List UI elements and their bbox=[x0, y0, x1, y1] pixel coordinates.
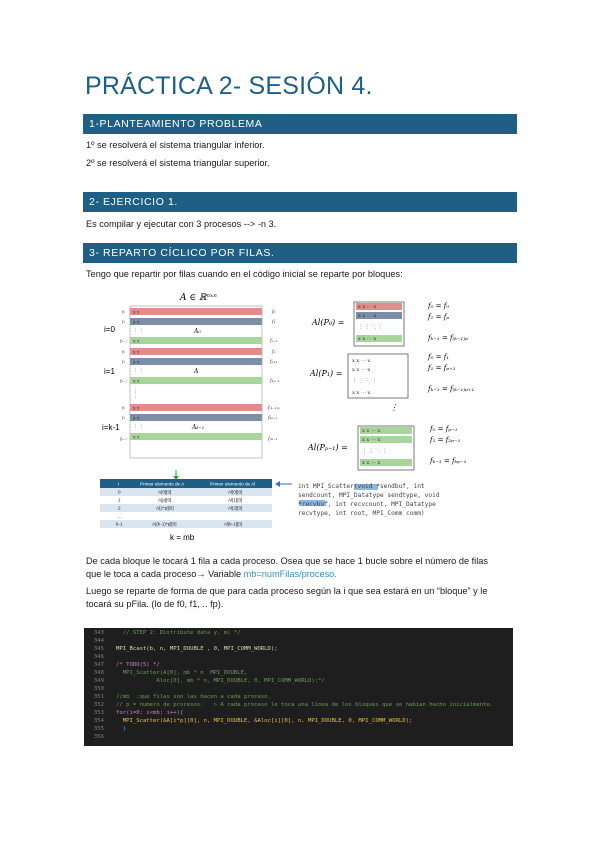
ap0-row-2: fₖ₋₁ = f₍ₖ₋₁₎ₚ bbox=[428, 334, 468, 342]
svg-text:f₁: f₁ bbox=[272, 320, 276, 325]
code-line: 346 bbox=[93, 654, 104, 660]
table-row-1-a: A[p][0] bbox=[158, 497, 172, 503]
table-row-2-al: Al[2][0] bbox=[228, 505, 243, 511]
svg-text:x x ⋯ x: x x ⋯ x bbox=[362, 437, 381, 443]
svg-text:x x: x x bbox=[133, 360, 140, 366]
code-line: 352 // p = numero de procesos. > A cada proceso le toca una linea de los bloques que se habian hecho inicialmente. bbox=[93, 702, 494, 708]
svg-text:fₚ₋₁: fₚ₋₁ bbox=[270, 339, 278, 344]
block-label-1: i=1 bbox=[104, 367, 115, 376]
block-label-0: i=0 bbox=[104, 325, 115, 334]
scatter-line-4: recvtype, int root, MPI_Comm comm) bbox=[298, 510, 425, 517]
svg-text:x x: x x bbox=[133, 406, 140, 412]
code-line: 354 MPI_Scatter(&A[i*p][0], n, MPI_DOUBLE, &Aloc[i][0], n, MPI_DOUBLE, 0, MPI_COMM_WORLD); bbox=[93, 718, 413, 724]
block-matrix-1: A bbox=[194, 368, 199, 375]
paragraph-2 bbox=[86, 585, 518, 610]
table-row-4-a: A[(k-1)*p][0] bbox=[152, 521, 177, 527]
distribution-figure bbox=[100, 288, 520, 543]
first-element-table bbox=[100, 479, 272, 528]
variable-mb: mb=numFilas/proceso. bbox=[243, 568, 337, 579]
svg-text:f₁: f₁ bbox=[122, 319, 126, 324]
ap1-row-0: f₀ = f₁ bbox=[428, 353, 450, 361]
section3-line-1: Tengo que repartir por filas cuando en el código inicial se reparte por bloques: bbox=[86, 269, 403, 279]
svg-text:f₀: f₀ bbox=[272, 310, 276, 315]
section1-line-2: 2º se resolverá el sistema triangular superior. bbox=[86, 158, 270, 168]
svg-text:x x: x x bbox=[133, 339, 140, 345]
svg-text:fₚ: fₚ bbox=[272, 350, 276, 355]
section2-line-1: Es compilar y ejecutar con 3 procesos --> -n 3. bbox=[86, 219, 277, 229]
svg-text:x x: x x bbox=[133, 310, 140, 316]
svg-text:x x: x x bbox=[133, 320, 140, 326]
svg-text:x x ⋯ x: x x ⋯ x bbox=[358, 304, 377, 310]
table-row-4-i: k-1 bbox=[116, 521, 123, 527]
svg-text:x x: x x bbox=[133, 435, 140, 441]
svg-text:fₖₚ₋₁: fₖₚ₋₁ bbox=[268, 416, 278, 421]
table-row-1-al: Al[1][0] bbox=[228, 497, 243, 503]
scatter-line-1: int MPI_Scatter(void *sendbuf, int bbox=[298, 483, 425, 490]
svg-text:f₂ₚ₋₁: f₂ₚ₋₁ bbox=[270, 379, 280, 384]
code-line: 350 bbox=[93, 686, 104, 692]
svg-text:f₍ₖ₋₁₎ₚ: f₍ₖ₋₁₎ₚ bbox=[268, 406, 280, 411]
svg-text:⋮: ⋮ bbox=[390, 403, 398, 412]
table-row-3-i: ... bbox=[118, 513, 122, 519]
section-heading-1: 1-PLANTEAMIENTO PROBLEMA bbox=[83, 114, 517, 134]
table-row-0-a: A[0][0] bbox=[158, 489, 172, 495]
svg-text:fₚ₋₁: fₚ₋₁ bbox=[120, 436, 127, 441]
svg-text:⋮: ⋮ bbox=[133, 390, 138, 395]
ap2-row-0: f₀ = fₚ₋₁ bbox=[430, 425, 458, 433]
code-line: 356 bbox=[93, 734, 104, 740]
code-line: 343 // STEP 2: Distribute data y, m) */ bbox=[93, 630, 241, 636]
code-line: 349 Aloc[0], mb * n, MPI_DOUBLE, 0, MPI_COMM_WORLD);*/ bbox=[93, 678, 325, 684]
svg-text:f₀: f₀ bbox=[122, 405, 126, 410]
block-matrix-0: A₀ bbox=[194, 328, 201, 335]
table-header-a: Primer elemento de A bbox=[140, 481, 185, 487]
svg-text:fₚ₋₁: fₚ₋₁ bbox=[120, 338, 127, 343]
left-matrix bbox=[102, 306, 280, 458]
section1-line-1: 1º se resolverá el sistema triangular inferior. bbox=[86, 140, 265, 150]
svg-text:fₚ₊₁: fₚ₊₁ bbox=[270, 360, 278, 365]
code-editor bbox=[84, 628, 513, 746]
paragraph-2-line-1: Luego se reparte de forma de que para cada proceso según la i que sea estará en un “bloque” y le bbox=[86, 586, 488, 596]
svg-text:x x ⋯ x: x x ⋯ x bbox=[358, 336, 377, 342]
ap0-row-0: f₀ = f₀ bbox=[428, 302, 450, 310]
code-line: 355 } bbox=[93, 726, 127, 732]
svg-text:⋮ ⋮ ⋱ ⋮: ⋮ ⋮ ⋱ ⋮ bbox=[362, 448, 387, 454]
k-equation: k = mb bbox=[170, 533, 195, 542]
ap-label-0: Al(P₀) = bbox=[312, 318, 345, 327]
svg-text:f₁: f₁ bbox=[122, 359, 126, 364]
svg-text:x x ⋯ x: x x ⋯ x bbox=[352, 358, 371, 364]
svg-text:fₚₖ₋₁: fₚₖ₋₁ bbox=[268, 437, 278, 442]
svg-text:⋮ ⋮: ⋮ ⋮ bbox=[133, 425, 144, 430]
table-row-1-i: 1 bbox=[118, 497, 121, 503]
ap-label-2: Al(Pₚ₋₁) = bbox=[308, 443, 348, 452]
code-line: 353 for(i=0; i<mb; i++){ bbox=[93, 710, 184, 716]
svg-text:⋮: ⋮ bbox=[133, 395, 138, 400]
table-header-i: i bbox=[118, 481, 120, 487]
svg-text:x x ⋯ x: x x ⋯ x bbox=[352, 367, 371, 373]
block-label-k: i=k-1 bbox=[102, 423, 120, 432]
svg-text:f₀: f₀ bbox=[122, 349, 126, 354]
svg-text:x x: x x bbox=[133, 379, 140, 385]
svg-text:f₀: f₀ bbox=[122, 309, 126, 314]
svg-text:x x: x x bbox=[133, 350, 140, 356]
code-line: 345 MPI_Bcast(b, n, MPI_DOUBLE , 0, MPI_COMM_WORLD); bbox=[93, 646, 278, 652]
table-row-0-al: Al[0][0] bbox=[228, 489, 243, 495]
svg-text:fₚ₋₁: fₚ₋₁ bbox=[120, 378, 127, 383]
page-title: PRÁCTICA 2- SESIÓN 4. bbox=[85, 72, 373, 100]
svg-text:⋮ ⋮ ⋱ ⋮: ⋮ ⋮ ⋱ ⋮ bbox=[358, 324, 383, 330]
code-line: 348 MPI_Scatter(A[0], mb * n MPI_DOUBLE, bbox=[93, 670, 248, 676]
table-row-0-i: 0 bbox=[118, 489, 121, 495]
table-header-al: Primer elemento de Al bbox=[210, 481, 256, 487]
ap1-row-2: fₖ₋₁ = f₍ₖ₋₁₎ₚ₊₁ bbox=[428, 385, 475, 393]
paragraph-2-line-2: tocará su pFila. (lo de f0, f1, .. fp). bbox=[86, 598, 224, 609]
svg-text:x x ⋯ x: x x ⋯ x bbox=[362, 460, 381, 466]
section-heading-3: 3- REPARTO CÍCLICO POR FILAS. bbox=[83, 243, 517, 263]
svg-text:f₁: f₁ bbox=[122, 415, 126, 420]
ap2-row-2: fₖ₋₁ = fₖₚ₋₁ bbox=[430, 457, 467, 465]
scatter-line-3: *recvbuf, int recvcount, MPI_Datatype bbox=[298, 501, 436, 508]
code-line: 344 bbox=[93, 638, 104, 644]
code-line: 351 //mb :que filas son las hacen a cada proceso. bbox=[93, 694, 271, 700]
block-matrix-k: Aₖ₋₁ bbox=[192, 424, 205, 431]
svg-text:⋮ ⋮: ⋮ ⋮ bbox=[133, 329, 144, 334]
ap1-row-1: f₁ = fₚ₊₁ bbox=[428, 364, 456, 372]
ap-label-1: Al(P₁) = bbox=[310, 369, 343, 378]
svg-text:x x ⋯ x: x x ⋯ x bbox=[352, 390, 371, 396]
svg-text:x x ⋯ x: x x ⋯ x bbox=[362, 428, 381, 434]
svg-text:x x ⋯ x: x x ⋯ x bbox=[358, 313, 377, 319]
table-row-4-al: Al[k-1][0] bbox=[224, 521, 243, 527]
svg-text:⋮ ⋮ ⋱ ⋮: ⋮ ⋮ ⋱ ⋮ bbox=[352, 378, 377, 384]
table-row-2-a: A[2*p][0] bbox=[156, 505, 174, 511]
svg-text:x x: x x bbox=[133, 416, 140, 422]
matrix-label: A ∈ ℝⁿˣⁿ bbox=[180, 293, 217, 303]
svg-text:⋮ ⋮: ⋮ ⋮ bbox=[133, 369, 144, 374]
code-line: 347 /* TODO(5) */ bbox=[93, 662, 160, 668]
ap2-row-1: f₁ = f₂ₚ₋₁ bbox=[430, 436, 461, 444]
section-heading-2: 2- EJERCICIO 1. bbox=[83, 192, 517, 212]
paragraph-1-line-1: De cada bloque le tocará 1 fila a cada proceso. Osea que se hace 1 bucle sobre el número de filas bbox=[86, 556, 488, 566]
table-row-2-i: 2 bbox=[118, 505, 121, 511]
ap0-row-1: f₁ = fₚ bbox=[428, 313, 450, 321]
paragraph-1 bbox=[86, 555, 518, 580]
scatter-line-2: sendcount, MPI_Datatype sendtype, void bbox=[298, 492, 440, 499]
paragraph-1-line-2: que le toca a cada proceso→ Variable bbox=[86, 568, 244, 579]
